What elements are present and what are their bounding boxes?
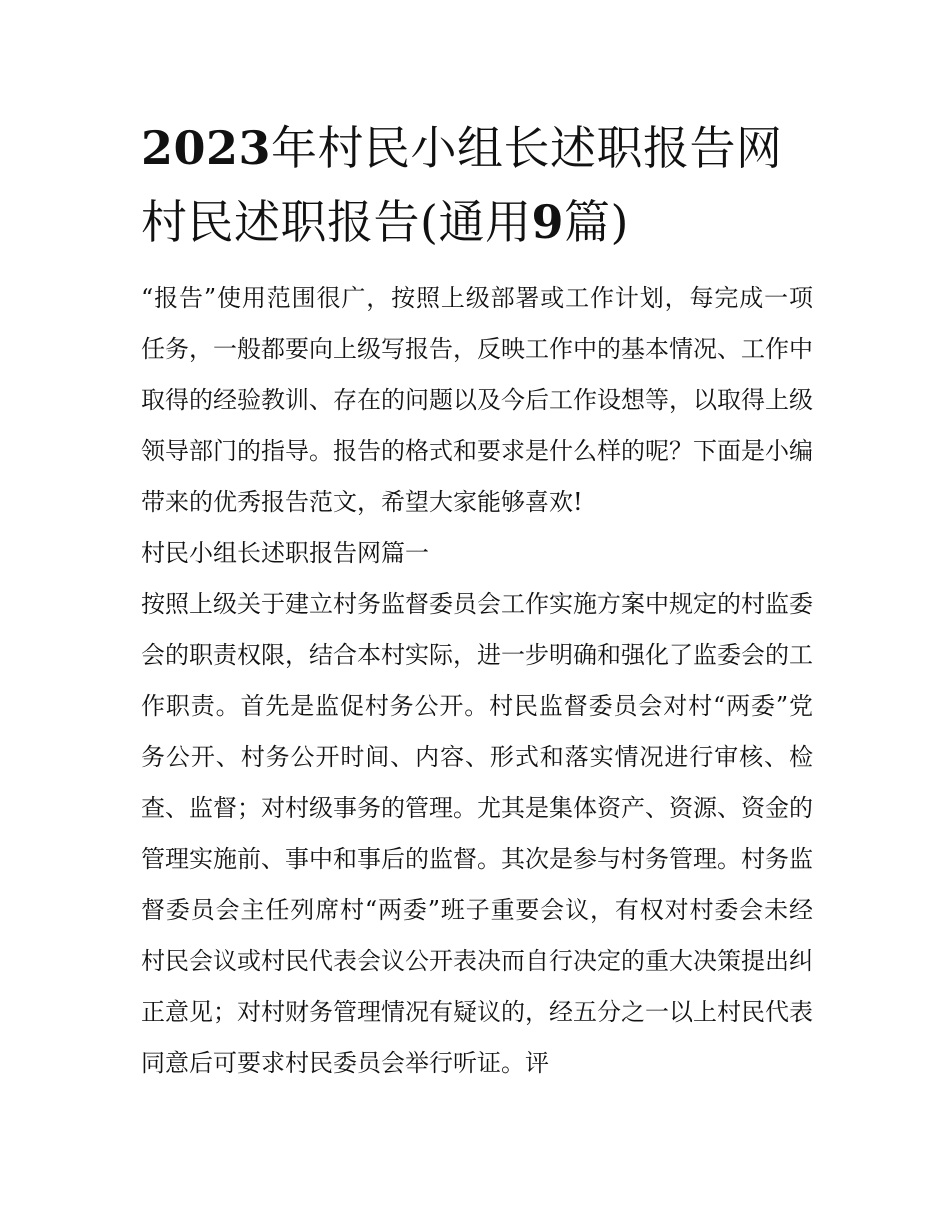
intro-paragraph: “报告”使用范围很广，按照上级部署或工作计划，每完成一项任务，一般都要向上级写报告，反映工作中的基本情况、工作中取得的经验教训、存在的问题以及今后工作设想等，以取得上级领导部门的指导。报告的格式和要求是什么样的呢？下面是小编带来的优秀报告范文，希望大家能够喜欢! — [141, 284, 813, 516]
body-paragraph: 按照上级关于建立村务监督委员会工作实施方案中规定的村监委会的职责权限，结合本村实际，进一步明确和强化了监委会的工作职责。首先是监促村务公开。村民监督委员会对村“两委”党务公开、村务公开时间、内容、形式和落实情况进行审核、检查、监督；对村级事务的管理。尤其是集体资产、资源、资金的管理实施前、事中和事后的监督。其次是参与村务管理。村务监督委员会主任列席村“两委”班子重要会议，有权对村委会未经村民会议或村民代表会议公开表决而自行决定的重大决策提出纠正意见；对村财务管理情况有疑议的，经五分之一以上村民代表同意后可要求村民委员会举行听证。评 — [141, 590, 813, 1077]
document-title — [141, 111, 813, 259]
title-line-2-text-c: 篇) — [563, 195, 629, 249]
title-line-1-text: 年村民小组长述职报告网 — [271, 121, 783, 175]
title-year: 2023 — [141, 121, 272, 175]
title-count: 9 — [531, 195, 564, 249]
title-line-2-text-a: 村民述职报告(通用 — [141, 195, 532, 249]
document-content — [141, 111, 813, 1089]
section-heading: 村民小组长述职报告网篇一 — [141, 539, 429, 567]
title-line-2 — [141, 185, 813, 259]
title-line-1 — [141, 111, 813, 185]
